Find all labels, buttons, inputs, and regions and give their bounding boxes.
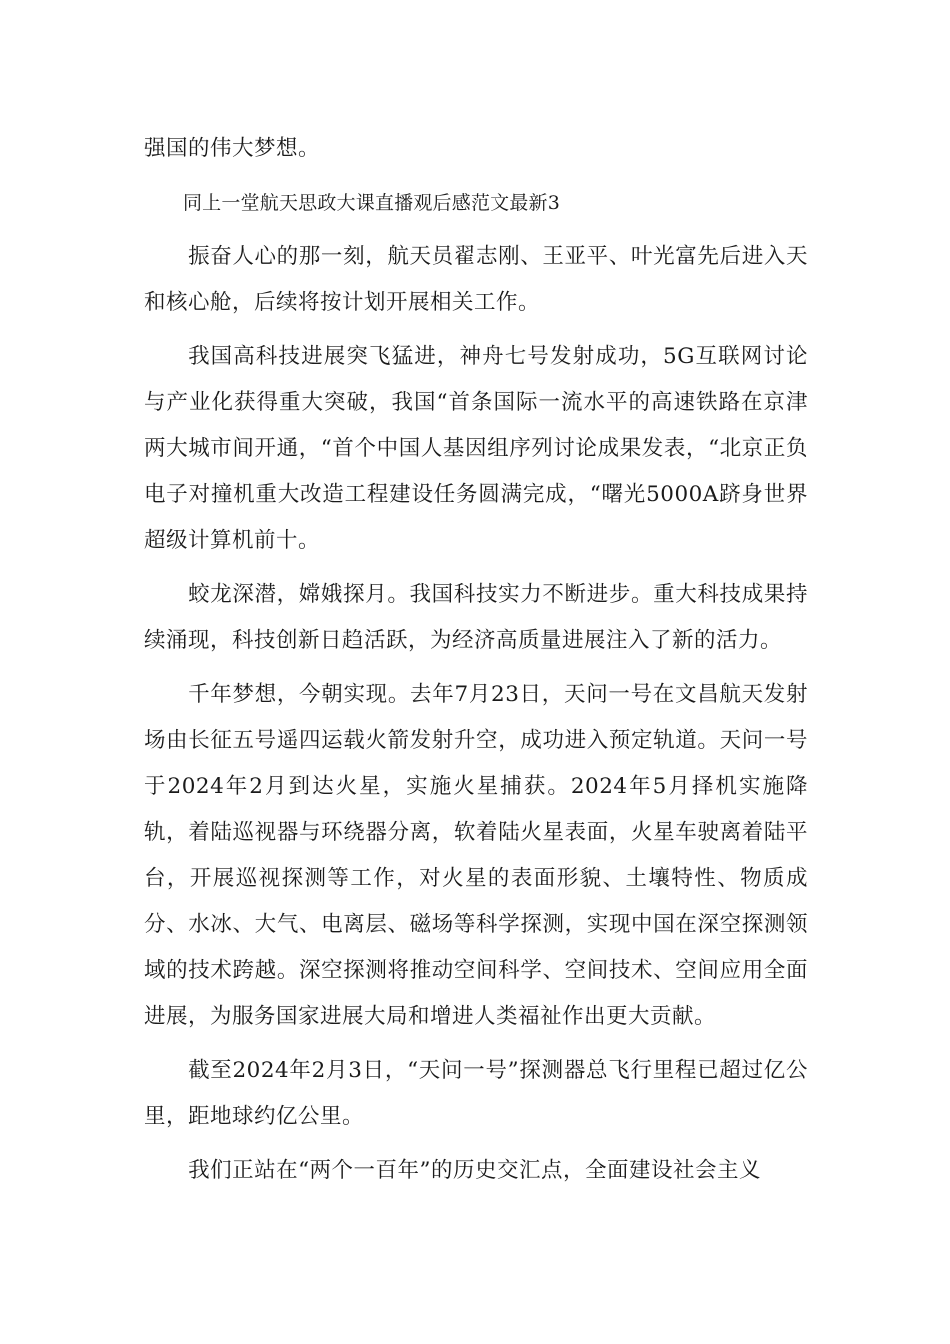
paragraph-continuation: 强国的伟大梦想。	[144, 136, 321, 161]
paragraph-high-tech: 我国高科技进展突飞猛进，神舟七号发射成功，5G互联网讨论与产业化获得重大突破，我国“首条国际一流水平的高速铁路在京津两大城市间开通，“首个中国人基因组序列讨论成果发表，“北京正负电子对撞机重大改造工程建设任务圆满完成，“曙光5000A跻身世界超级计算机前十。	[144, 344, 808, 553]
paragraph-jiaolong-change: 蛟龙深潜，嫦娥探月。我国科技实力不断进步。重大科技成果持续涌现，科技创新日趋活跃，为经济高质量进展注入了新的活力。	[144, 582, 808, 653]
paragraph-mileage: 截至2024年2月3日，“天问一号”探测器总飞行里程已超过亿公里，距地球约亿公里。	[144, 1058, 808, 1129]
section-title: 同上一堂航天思政大课直播观后感范文最新3	[182, 192, 561, 214]
paragraph-astronauts: 振奋人心的那一刻，航天员翟志刚、王亚平、叶光富先后进入天和核心舱，后续将按计划开展相关工作。	[144, 244, 808, 315]
paragraph-tianwen: 千年梦想，今朝实现。去年7月23日，天问一号在文昌航天发射场由长征五号遥四运载火箭发射升空，成功进入预定轨道。天问一号于2024年2月到达火星，实施火星捕获。2024年5月择机实施降轨，着陆巡视器与环绕器分离，软着陆火星表面，火星车驶离着陆平台，开展巡视探测等工作，对火星的表面形貌、土壤特性、物质成分、水冰、大气、电离层、磁场等科学探测，实现中国在深空探测领域的技术跨越。深空探测将推动空间科学、空间技术、空间应用全面进展，为服务国家进展大局和增进人类福祉作出更大贡献。	[144, 682, 808, 1029]
paragraph-two-centenary: 我们正站在“两个一百年”的历史交汇点，全面建设社会主义	[188, 1158, 762, 1183]
document-body	[144, 126, 808, 1202]
